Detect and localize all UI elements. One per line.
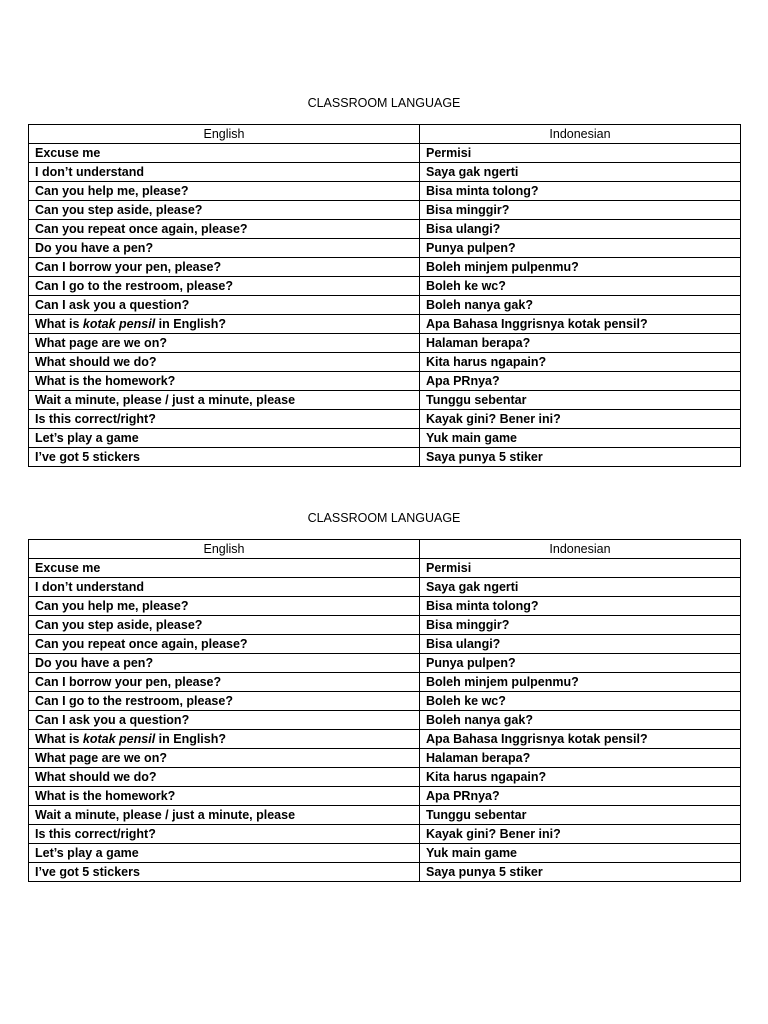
indonesian-cell: Saya gak ngerti — [420, 578, 741, 597]
table-row — [29, 353, 741, 372]
english-cell: What should we do? — [29, 768, 420, 787]
english-cell: What should we do? — [29, 353, 420, 372]
indonesian-cell: Boleh nanya gak? — [420, 711, 741, 730]
phrase-table — [28, 124, 741, 467]
english-cell: Excuse me — [29, 559, 420, 578]
table-row — [29, 163, 741, 182]
english-cell: Can I go to the restroom, please? — [29, 277, 420, 296]
section-2 — [28, 510, 740, 879]
english-cell: Do you have a pen? — [29, 654, 420, 673]
table-row — [29, 863, 741, 882]
indonesian-cell: Saya punya 5 stiker — [420, 448, 741, 467]
table-row — [29, 825, 741, 844]
english-cell: Do you have a pen? — [29, 239, 420, 258]
english-cell: I don’t understand — [29, 578, 420, 597]
indonesian-cell: Bisa ulangi? — [420, 220, 741, 239]
indonesian-cell: Permisi — [420, 144, 741, 163]
table-row — [29, 429, 741, 448]
english-cell: Can I borrow your pen, please? — [29, 673, 420, 692]
english-text-suffix: in English? — [155, 732, 227, 746]
table-row — [29, 277, 741, 296]
english-text-prefix: What is — [35, 317, 83, 331]
english-cell: Can you help me, please? — [29, 182, 420, 201]
english-cell: Can I ask you a question? — [29, 296, 420, 315]
english-cell: Wait a minute, please / just a minute, please — [29, 391, 420, 410]
phrase-table — [28, 539, 741, 882]
table-row — [29, 730, 741, 749]
indonesian-cell: Bisa minggir? — [420, 616, 741, 635]
english-cell: I’ve got 5 stickers — [29, 863, 420, 882]
english-cell: Wait a minute, please / just a minute, please — [29, 806, 420, 825]
english-cell: Can you step aside, please? — [29, 616, 420, 635]
indonesian-cell: Boleh minjem pulpenmu? — [420, 673, 741, 692]
indonesian-cell: Apa Bahasa Inggrisnya kotak pensil? — [420, 315, 741, 334]
table-row — [29, 578, 741, 597]
english-cell — [29, 730, 420, 749]
english-cell: Let’s play a game — [29, 844, 420, 863]
english-cell: Let’s play a game — [29, 429, 420, 448]
indonesian-cell: Kita harus ngapain? — [420, 353, 741, 372]
english-cell: What is the homework? — [29, 787, 420, 806]
english-cell: Is this correct/right? — [29, 410, 420, 429]
english-cell: Can you repeat once again, please? — [29, 220, 420, 239]
table-row — [29, 315, 741, 334]
indonesian-cell: Kayak gini? Bener ini? — [420, 410, 741, 429]
indonesian-cell: Apa Bahasa Inggrisnya kotak pensil? — [420, 730, 741, 749]
table-row — [29, 220, 741, 239]
indonesian-cell: Kita harus ngapain? — [420, 768, 741, 787]
english-cell: Can you help me, please? — [29, 597, 420, 616]
indonesian-cell: Yuk main game — [420, 429, 741, 448]
indonesian-cell: Yuk main game — [420, 844, 741, 863]
table-row — [29, 673, 741, 692]
table-header-row — [29, 540, 741, 559]
header-english: English — [29, 125, 420, 144]
table-row — [29, 787, 741, 806]
indonesian-cell: Kayak gini? Bener ini? — [420, 825, 741, 844]
english-text-italic-term: kotak pensil — [82, 732, 156, 746]
indonesian-cell: Apa PRnya? — [420, 372, 741, 391]
english-text-suffix: in English? — [155, 317, 227, 331]
header-indonesian: Indonesian — [420, 540, 741, 559]
table-row — [29, 654, 741, 673]
table-row — [29, 448, 741, 467]
table-row — [29, 239, 741, 258]
indonesian-cell: Boleh nanya gak? — [420, 296, 741, 315]
section-title: CLASSROOM LANGUAGE — [307, 511, 461, 525]
table-row — [29, 559, 741, 578]
english-cell: Excuse me — [29, 144, 420, 163]
indonesian-cell: Boleh ke wc? — [420, 277, 741, 296]
english-cell: Is this correct/right? — [29, 825, 420, 844]
english-cell: What page are we on? — [29, 334, 420, 353]
english-text-italic-term: kotak pensil — [82, 317, 156, 331]
indonesian-cell: Permisi — [420, 559, 741, 578]
table-row — [29, 334, 741, 353]
table-row — [29, 372, 741, 391]
table-row — [29, 749, 741, 768]
indonesian-cell: Halaman berapa? — [420, 334, 741, 353]
table-row — [29, 806, 741, 825]
table-row — [29, 182, 741, 201]
table-row — [29, 144, 741, 163]
english-text-prefix: What is — [35, 732, 83, 746]
table-row — [29, 597, 741, 616]
indonesian-cell: Boleh ke wc? — [420, 692, 741, 711]
indonesian-cell: Bisa minta tolong? — [420, 182, 741, 201]
table-row — [29, 616, 741, 635]
table-row — [29, 201, 741, 220]
table-row — [29, 635, 741, 654]
table-row — [29, 692, 741, 711]
indonesian-cell: Punya pulpen? — [420, 239, 741, 258]
table-row — [29, 258, 741, 277]
english-cell: Can I go to the restroom, please? — [29, 692, 420, 711]
indonesian-cell: Boleh minjem pulpenmu? — [420, 258, 741, 277]
indonesian-cell: Apa PRnya? — [420, 787, 741, 806]
section-title: CLASSROOM LANGUAGE — [307, 96, 461, 110]
english-cell — [29, 315, 420, 334]
indonesian-cell: Saya punya 5 stiker — [420, 863, 741, 882]
english-cell: Can you step aside, please? — [29, 201, 420, 220]
header-english: English — [29, 540, 420, 559]
table-row — [29, 844, 741, 863]
indonesian-cell: Bisa minta tolong? — [420, 597, 741, 616]
indonesian-cell: Punya pulpen? — [420, 654, 741, 673]
english-cell: What is the homework? — [29, 372, 420, 391]
english-cell: Can you repeat once again, please? — [29, 635, 420, 654]
indonesian-cell: Bisa ulangi? — [420, 635, 741, 654]
english-cell: Can I ask you a question? — [29, 711, 420, 730]
table-row — [29, 410, 741, 429]
table-row — [29, 391, 741, 410]
table-row — [29, 711, 741, 730]
indonesian-cell: Tunggu sebentar — [420, 806, 741, 825]
header-indonesian: Indonesian — [420, 125, 741, 144]
indonesian-cell: Bisa minggir? — [420, 201, 741, 220]
section-1 — [28, 95, 740, 464]
indonesian-cell: Saya gak ngerti — [420, 163, 741, 182]
english-cell: Can I borrow your pen, please? — [29, 258, 420, 277]
indonesian-cell: Tunggu sebentar — [420, 391, 741, 410]
indonesian-cell: Halaman berapa? — [420, 749, 741, 768]
english-cell: I don’t understand — [29, 163, 420, 182]
table-row — [29, 296, 741, 315]
english-cell: What page are we on? — [29, 749, 420, 768]
english-cell: I’ve got 5 stickers — [29, 448, 420, 467]
table-header-row — [29, 125, 741, 144]
table-row — [29, 768, 741, 787]
